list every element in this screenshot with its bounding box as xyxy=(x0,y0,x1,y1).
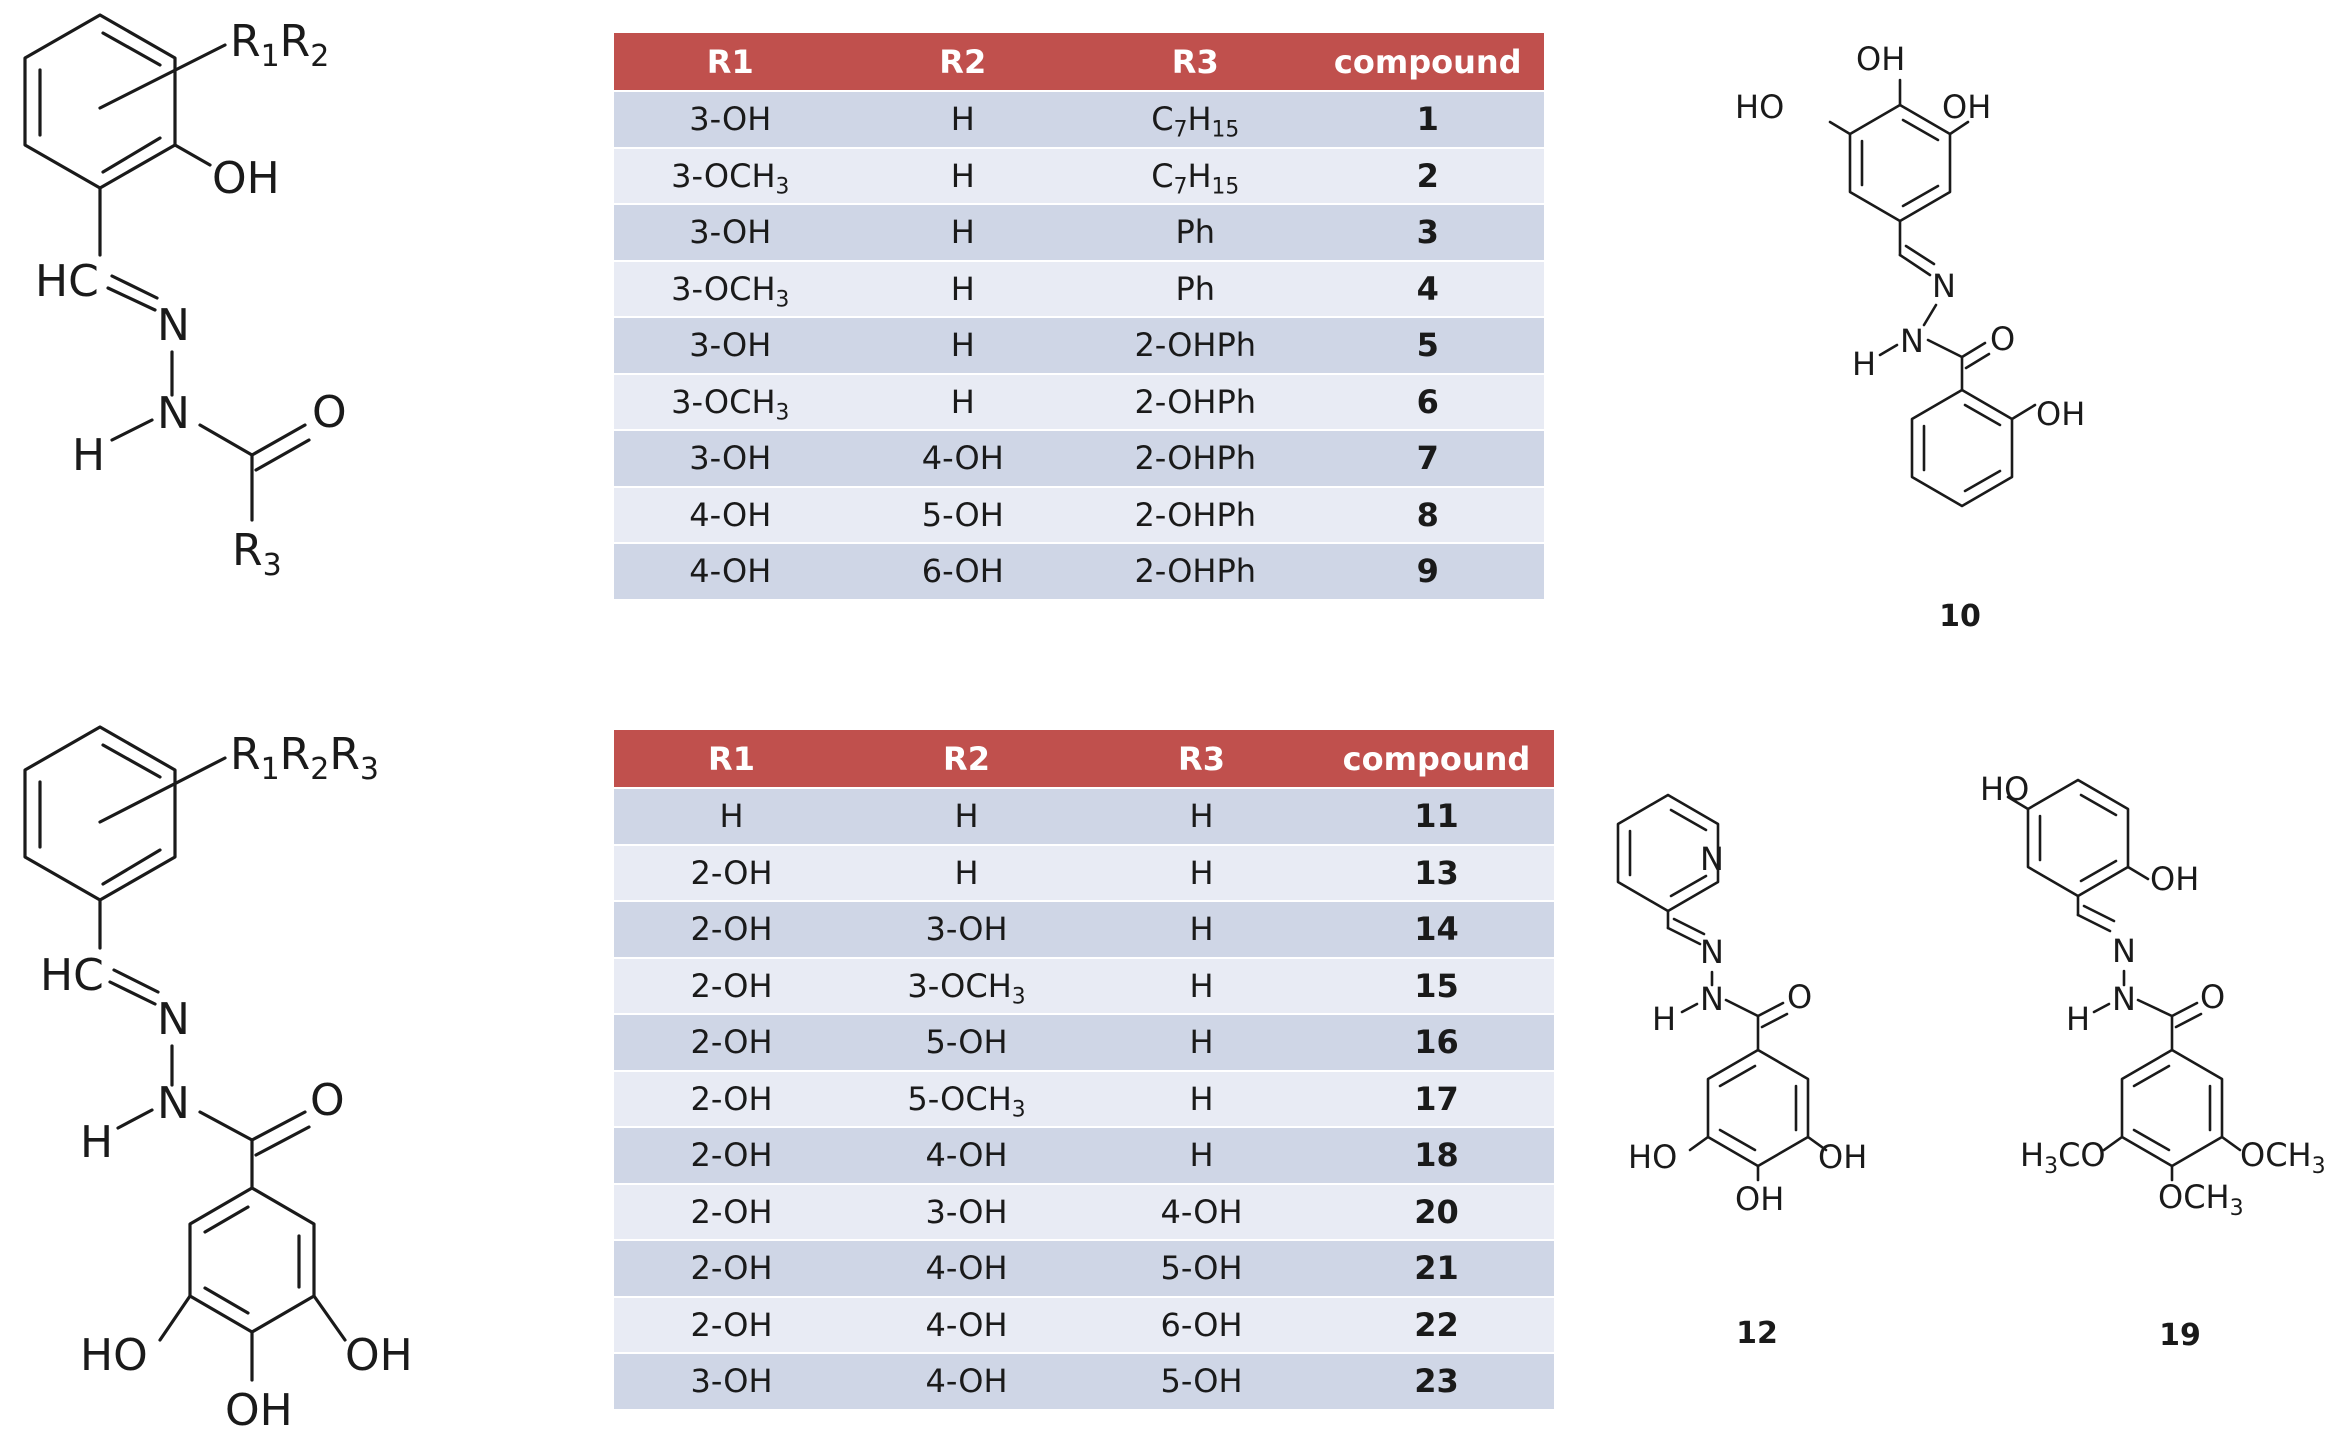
cell-compound: 8 xyxy=(1312,487,1545,544)
c19-h-label: H xyxy=(2066,1000,2091,1038)
header-compound: compound xyxy=(1319,730,1554,788)
n-amide-label: N xyxy=(157,388,190,439)
cell-compound: 20 xyxy=(1319,1184,1554,1241)
table-row xyxy=(614,1127,1554,1184)
cell-r2: 4-OH xyxy=(849,1127,1084,1184)
c12-n1-label: N xyxy=(1700,933,1724,971)
c19-ho-top-label: HO xyxy=(1980,770,2030,808)
cell-r1: 2-OH xyxy=(614,1297,849,1354)
cell-r3: 4-OH xyxy=(1084,1184,1319,1241)
cell-r1: 3-OH xyxy=(614,1353,849,1409)
ho-left-label: HO xyxy=(80,1330,148,1381)
cell-compound: 17 xyxy=(1319,1071,1554,1128)
carbonyl-o-label: O xyxy=(312,387,347,438)
cell-compound: 13 xyxy=(1319,845,1554,902)
cell-compound: 11 xyxy=(1319,788,1554,845)
table-body xyxy=(614,788,1554,1409)
cell-r1: 2-OH xyxy=(614,901,849,958)
c12-n2-label: N xyxy=(1700,980,1724,1018)
cell-compound: 9 xyxy=(1312,543,1545,599)
hydroxyl-label: OH xyxy=(212,153,280,204)
cell-r1: 2-OH xyxy=(614,845,849,902)
cell-r3: $C_7H_{15}$ xyxy=(1079,148,1312,205)
cell-r1: 3-OH xyxy=(614,204,847,261)
header-r3: R3 xyxy=(1079,33,1312,91)
scaffold-bottom xyxy=(25,727,413,1435)
table-row xyxy=(614,430,1544,487)
cell-r3: 2-OHPh xyxy=(1079,374,1312,431)
n-imine-label: N xyxy=(157,994,190,1045)
cell-r1: H xyxy=(614,788,849,845)
cell-r3: 2-OHPh xyxy=(1079,317,1312,374)
cell-compound: 23 xyxy=(1319,1353,1554,1409)
header-r3: R3 xyxy=(1084,730,1319,788)
table-row xyxy=(614,845,1554,902)
cell-r2: 4-OH xyxy=(847,430,1080,487)
c19-n1-label: N xyxy=(2112,932,2136,970)
c19-o-label: O xyxy=(2200,978,2226,1016)
cell-r3: $C_7H_{15}$ xyxy=(1079,91,1312,148)
cell-r2: H xyxy=(847,91,1080,148)
cell-r1: 3-OH xyxy=(614,91,847,148)
cell-r3: 2-OHPh xyxy=(1079,543,1312,599)
cell-r3: 5-OH xyxy=(1084,1240,1319,1297)
c12-o-label: O xyxy=(1787,978,1813,1016)
cell-r3: Ph xyxy=(1079,204,1312,261)
c12-pyridine-n-label: N xyxy=(1700,840,1724,878)
cell-r3: H xyxy=(1084,901,1319,958)
table-row xyxy=(614,788,1554,845)
table-header-row xyxy=(614,730,1554,788)
c10-n1-label: N xyxy=(1932,267,1956,305)
header-compound: compound xyxy=(1312,33,1545,91)
cell-r1: 4-OH xyxy=(614,543,847,599)
cell-compound: 5 xyxy=(1312,317,1545,374)
cell-r1: 2-OH xyxy=(614,1071,849,1128)
table-header-row xyxy=(614,33,1544,91)
cell-r3: 2-OHPh xyxy=(1079,430,1312,487)
cell-r2: H xyxy=(847,148,1080,205)
cell-compound: 1 xyxy=(1312,91,1545,148)
table-row xyxy=(614,374,1544,431)
table-row xyxy=(614,958,1554,1015)
table-row xyxy=(614,261,1544,318)
c10-n2-label: N xyxy=(1900,322,1924,360)
cell-r3: H xyxy=(1084,1071,1319,1128)
cell-r1: 3-OH xyxy=(614,317,847,374)
cell-r2: 4-OH xyxy=(849,1353,1084,1409)
compound-19-number: 19 xyxy=(2159,1318,2201,1353)
cell-r3: 5-OH xyxy=(1084,1353,1319,1409)
table-body xyxy=(614,91,1544,599)
header-r1: R1 xyxy=(614,33,847,91)
table-row xyxy=(614,487,1544,544)
c10-oh-top-label: OH xyxy=(1856,40,1906,78)
r-substituent-label: $R_1R_2R_3$ xyxy=(230,729,380,787)
cell-compound: 22 xyxy=(1319,1297,1554,1354)
imine-ch-label: HC xyxy=(35,256,99,307)
table-row xyxy=(614,1240,1554,1297)
cell-r3: H xyxy=(1084,845,1319,902)
c19-ome-left-label: $H_3CO$ xyxy=(2020,1136,2106,1179)
table-row xyxy=(614,901,1554,958)
cell-r3: H xyxy=(1084,958,1319,1015)
c10-h-label: H xyxy=(1852,345,1877,383)
r3-label: $R_3$ xyxy=(232,525,282,583)
cell-compound: 16 xyxy=(1319,1014,1554,1071)
cell-compound: 15 xyxy=(1319,958,1554,1015)
cell-r1: 2-OH xyxy=(614,1127,849,1184)
carbonyl-o-label: O xyxy=(310,1075,345,1126)
compound-10-structure xyxy=(1735,40,2085,634)
header-r2: R2 xyxy=(847,33,1080,91)
cell-compound: 18 xyxy=(1319,1127,1554,1184)
oh-bottom-label: OH xyxy=(225,1385,293,1435)
cell-compound: 21 xyxy=(1319,1240,1554,1297)
cell-r2: 5-OH xyxy=(847,487,1080,544)
cell-r3: H xyxy=(1084,788,1319,845)
compound-12-structure xyxy=(1618,795,1867,1351)
table-row xyxy=(614,1297,1554,1354)
table-row xyxy=(614,1071,1554,1128)
cell-r2: H xyxy=(847,261,1080,318)
c12-ho-left-label: HO xyxy=(1628,1138,1678,1176)
c12-oh-bottom-label: OH xyxy=(1735,1180,1785,1218)
cell-compound: 4 xyxy=(1312,261,1545,318)
cell-r1: 2-OH xyxy=(614,958,849,1015)
cell-r2: $5-OCH_3$ xyxy=(849,1071,1084,1128)
c19-ome-right-label: $OCH_3$ xyxy=(2240,1136,2326,1179)
c19-ome-bottom-label: $OCH_3$ xyxy=(2158,1178,2244,1221)
cell-r2: H xyxy=(847,374,1080,431)
cell-r3: 6-OH xyxy=(1084,1297,1319,1354)
substituent-table-1 xyxy=(614,33,1544,599)
cell-compound: 3 xyxy=(1312,204,1545,261)
c19-oh-right-label: OH xyxy=(2150,860,2200,898)
n-imine-label: N xyxy=(157,300,190,351)
cell-r1: $3-OCH_3$ xyxy=(614,261,847,318)
cell-r2: 3-OH xyxy=(849,901,1084,958)
cell-r2: $3-OCH_3$ xyxy=(849,958,1084,1015)
cell-r2: 5-OH xyxy=(849,1014,1084,1071)
scaffold-top xyxy=(25,15,347,583)
compound-10-number: 10 xyxy=(1939,599,1981,634)
cell-r2: 4-OH xyxy=(849,1240,1084,1297)
oh-right-label: OH xyxy=(345,1330,413,1381)
n-amide-label: N xyxy=(157,1078,190,1129)
c19-n2-label: N xyxy=(2112,980,2136,1018)
cell-compound: 2 xyxy=(1312,148,1545,205)
c10-ho-left-label: HO xyxy=(1735,88,1785,126)
table-row xyxy=(614,1353,1554,1409)
cell-compound: 6 xyxy=(1312,374,1545,431)
table-row xyxy=(614,148,1544,205)
nh-h-label: H xyxy=(72,430,106,481)
c12-oh-right-label: OH xyxy=(1818,1138,1868,1176)
substituent-table-2 xyxy=(614,730,1554,1409)
cell-r1: 2-OH xyxy=(614,1014,849,1071)
cell-r2: H xyxy=(849,845,1084,902)
cell-r3: Ph xyxy=(1079,261,1312,318)
cell-r1: 2-OH xyxy=(614,1184,849,1241)
cell-r1: $3-OCH_3$ xyxy=(614,374,847,431)
cell-r3: 2-OHPh xyxy=(1079,487,1312,544)
cell-compound: 7 xyxy=(1312,430,1545,487)
imine-ch-label: HC xyxy=(40,950,104,1001)
table-row xyxy=(614,543,1544,599)
nh-h-label: H xyxy=(80,1117,114,1168)
c10-o-label: O xyxy=(1990,320,2016,358)
c10-phenol-oh-label: OH xyxy=(2036,395,2086,433)
cell-r1: 4-OH xyxy=(614,487,847,544)
table-row xyxy=(614,1184,1554,1241)
header-r1: R1 xyxy=(614,730,849,788)
table-row xyxy=(614,204,1544,261)
cell-r2: H xyxy=(849,788,1084,845)
cell-r3: H xyxy=(1084,1014,1319,1071)
cell-r1: 2-OH xyxy=(614,1240,849,1297)
cell-r2: 4-OH xyxy=(849,1297,1084,1354)
cell-r1: 3-OH xyxy=(614,430,847,487)
compound-19-structure xyxy=(1980,770,2326,1353)
compound-12-number: 12 xyxy=(1736,1316,1778,1351)
table-row xyxy=(614,91,1544,148)
cell-r2: 3-OH xyxy=(849,1184,1084,1241)
header-r2: R2 xyxy=(849,730,1084,788)
cell-compound: 14 xyxy=(1319,901,1554,958)
cell-r1: $3-OCH_3$ xyxy=(614,148,847,205)
c10-oh-right-label: OH xyxy=(1942,88,1992,126)
table-row xyxy=(614,1014,1554,1071)
r-substituent-label: $R_1R_2$ xyxy=(230,16,330,74)
cell-r3: H xyxy=(1084,1127,1319,1184)
cell-r2: 6-OH xyxy=(847,543,1080,599)
cell-r2: H xyxy=(847,317,1080,374)
table-row xyxy=(614,317,1544,374)
cell-r2: H xyxy=(847,204,1080,261)
c12-h-label: H xyxy=(1652,1000,1677,1038)
